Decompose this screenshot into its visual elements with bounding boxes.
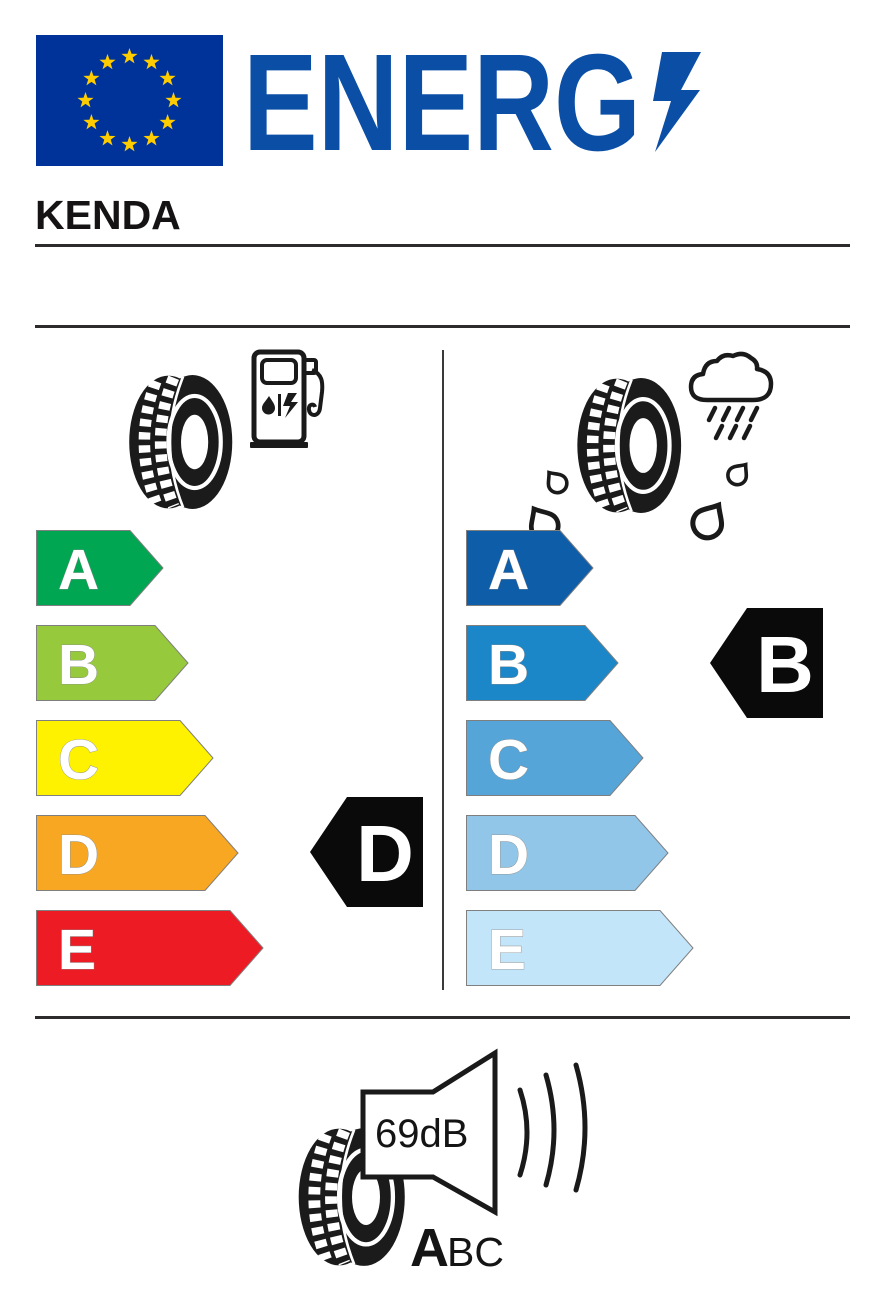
sound-waves-icon [520,1065,585,1190]
fuel-grade-label: E [58,918,97,982]
fuel-grade-arrow-a [37,531,164,606]
noise-class-value: A [410,1218,449,1278]
wet-grade-label: A [488,538,530,602]
wet-grip-grade-scale [466,530,696,986]
separator-line-top [35,244,850,247]
energ-logo-text: ENERG [243,44,641,159]
water-splash-icon [724,459,753,489]
noise-decibel-value: 69dB [375,1112,469,1156]
fuel-rating-indicator [310,797,423,907]
separator-line-middle [35,325,850,328]
wet-grade-label: B [488,633,530,697]
wet-grade-label: D [488,823,530,887]
lightning-bolt-icon [653,52,701,152]
separator-line-bottom [35,1016,850,1019]
rain-drops [709,408,757,438]
fuel-pump-icon [248,348,326,452]
wet-grade-label: C [488,728,530,792]
wet-grip-rating-indicator [710,608,823,718]
rain-cloud-icon [683,348,779,444]
fuel-rating-value: D [356,809,414,898]
water-splash-icon [542,467,571,497]
wet-grade-arrow-a [467,531,594,606]
fuel-grade-scale [36,530,266,986]
fuel-grade-label: A [58,538,100,602]
brand-name: KENDA [35,192,181,238]
fuel-grade-label: C [58,728,100,792]
column-divider [442,350,444,990]
noise-section [230,1040,650,1290]
fuel-grade-label: D [58,823,100,887]
energ-logo [243,44,713,159]
wet-grade-label: E [488,918,527,982]
noise-class-scale: BC [447,1229,504,1275]
wet-grip-rating-value: B [756,620,814,709]
eu-flag-icon [36,35,223,166]
tire-icon [128,374,234,510]
fuel-grade-label: B [58,633,100,697]
